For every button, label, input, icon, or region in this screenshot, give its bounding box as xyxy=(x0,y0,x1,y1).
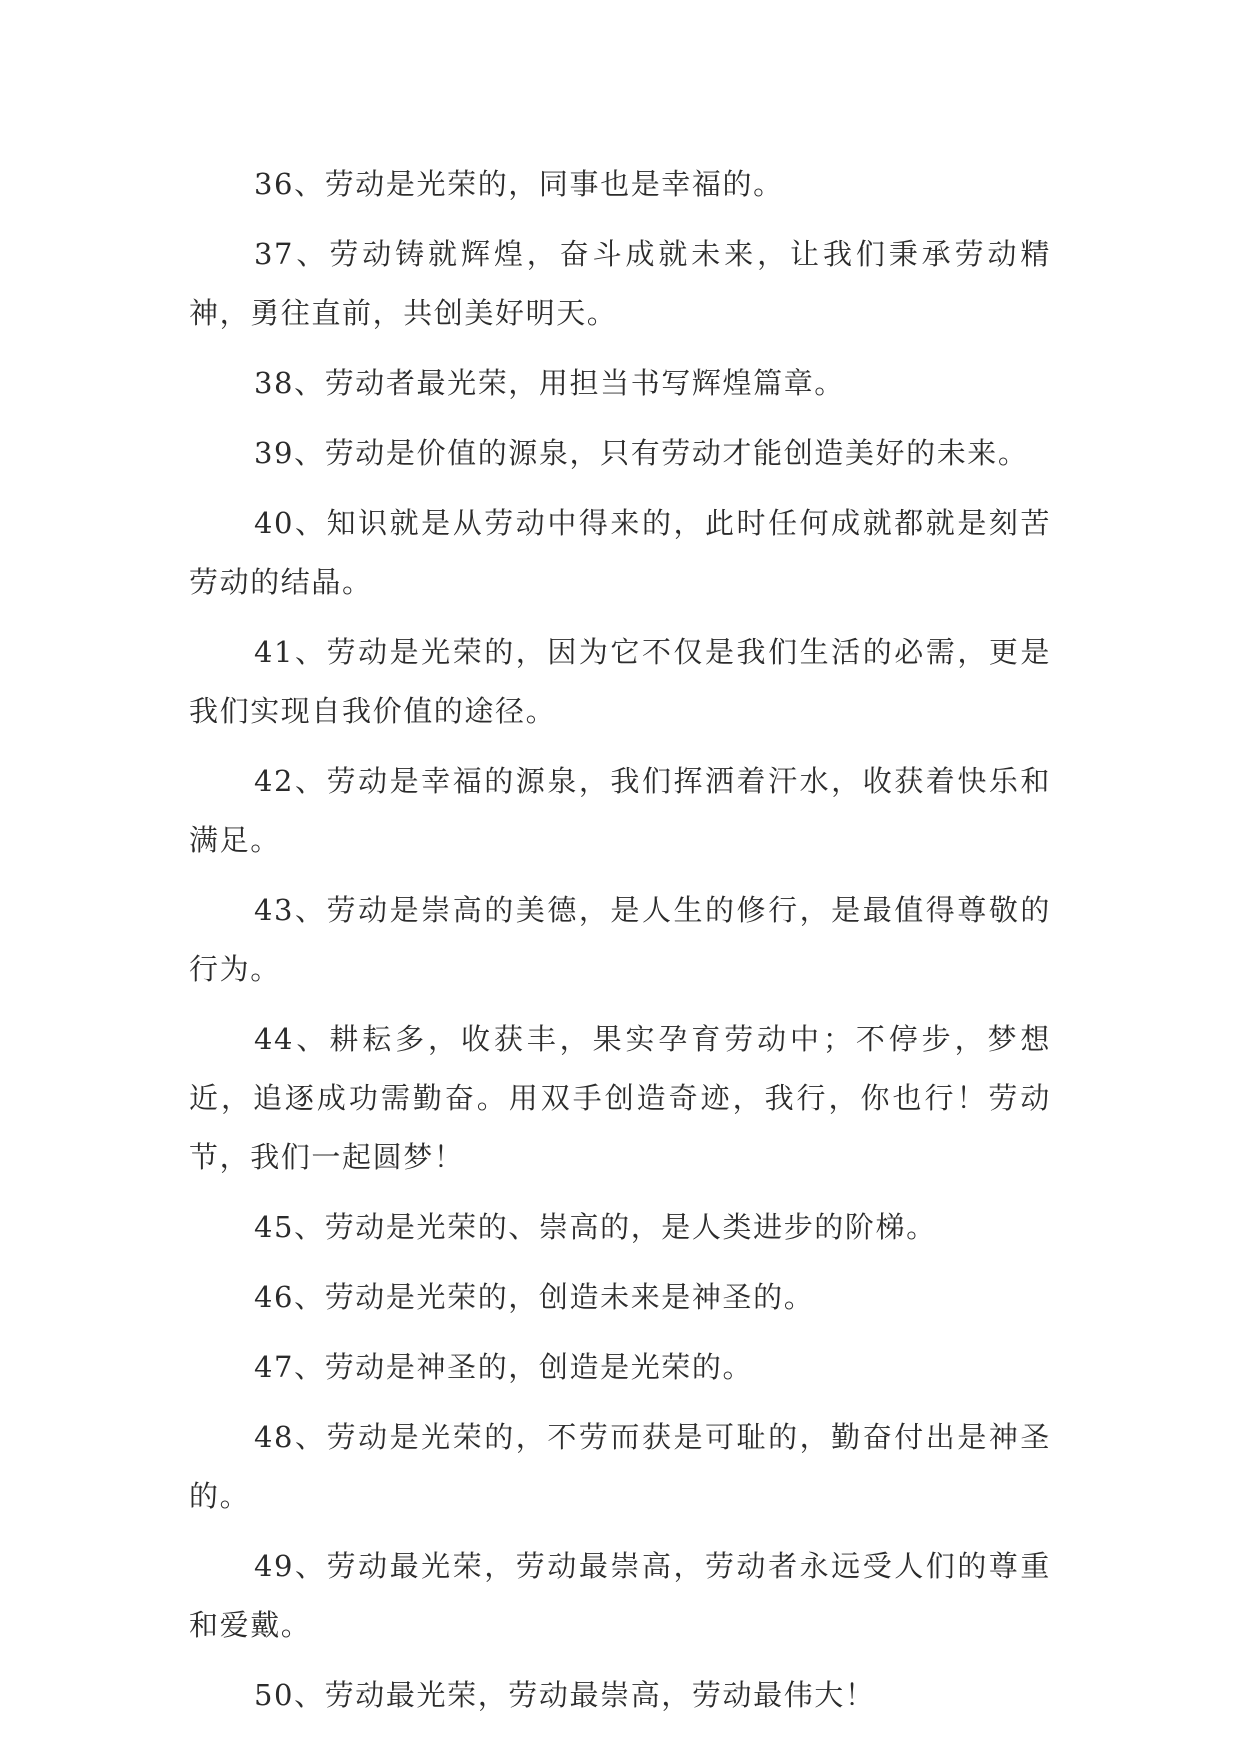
paragraph-40: 40、知识就是从劳动中得来的，此时任何成就都就是刻苦劳动的结晶。 xyxy=(189,506,1051,599)
paragraph-38: 38、劳动者最光荣，用担当书写辉煌篇章。 xyxy=(254,366,845,400)
paragraph-48: 48、劳动是光荣的，不劳而获是可耻的，勤奋付出是神圣的。 xyxy=(189,1420,1051,1513)
paragraph-49: 49、劳动最光荣，劳动最崇高，劳动者永远受人们的尊重和爱戴。 xyxy=(189,1549,1051,1642)
paragraph-39: 39、劳动是价值的源泉，只有劳动才能创造美好的未来。 xyxy=(254,436,1029,470)
paragraph-43: 43、劳动是崇高的美德，是人生的修行，是最值得尊敬的行为。 xyxy=(189,893,1051,986)
paragraph-45: 45、劳动是光荣的、崇高的，是人类进步的阶梯。 xyxy=(254,1210,937,1244)
paragraph-42: 42、劳动是幸福的源泉，我们挥洒着汗水，收获着快乐和满足。 xyxy=(189,764,1051,857)
paragraph-50: 50、劳动最光荣，劳动最崇高，劳动最伟大！ xyxy=(254,1678,876,1712)
paragraph-41: 41、劳动是光荣的，因为它不仅是我们生活的必需，更是我们实现自我价值的途径。 xyxy=(189,635,1051,728)
document-body xyxy=(189,155,1051,1736)
paragraph-47: 47、劳动是神圣的，创造是光荣的。 xyxy=(254,1350,754,1384)
paragraph-46: 46、劳动是光荣的，创造未来是神圣的。 xyxy=(254,1280,815,1314)
paragraph-44: 44、耕耘多，收获丰，果实孕育劳动中；不停步，梦想近，追逐成功需勤奋。用双手创造奇迹，我行，你也行！劳动节，我们一起圆梦！ xyxy=(189,1022,1051,1174)
paragraph-36: 36、劳动是光荣的，同事也是幸福的。 xyxy=(254,167,784,201)
paragraph-37: 37、劳动铸就辉煌，奋斗成就未来，让我们秉承劳动精神，勇往直前，共创美好明天。 xyxy=(189,237,1051,330)
